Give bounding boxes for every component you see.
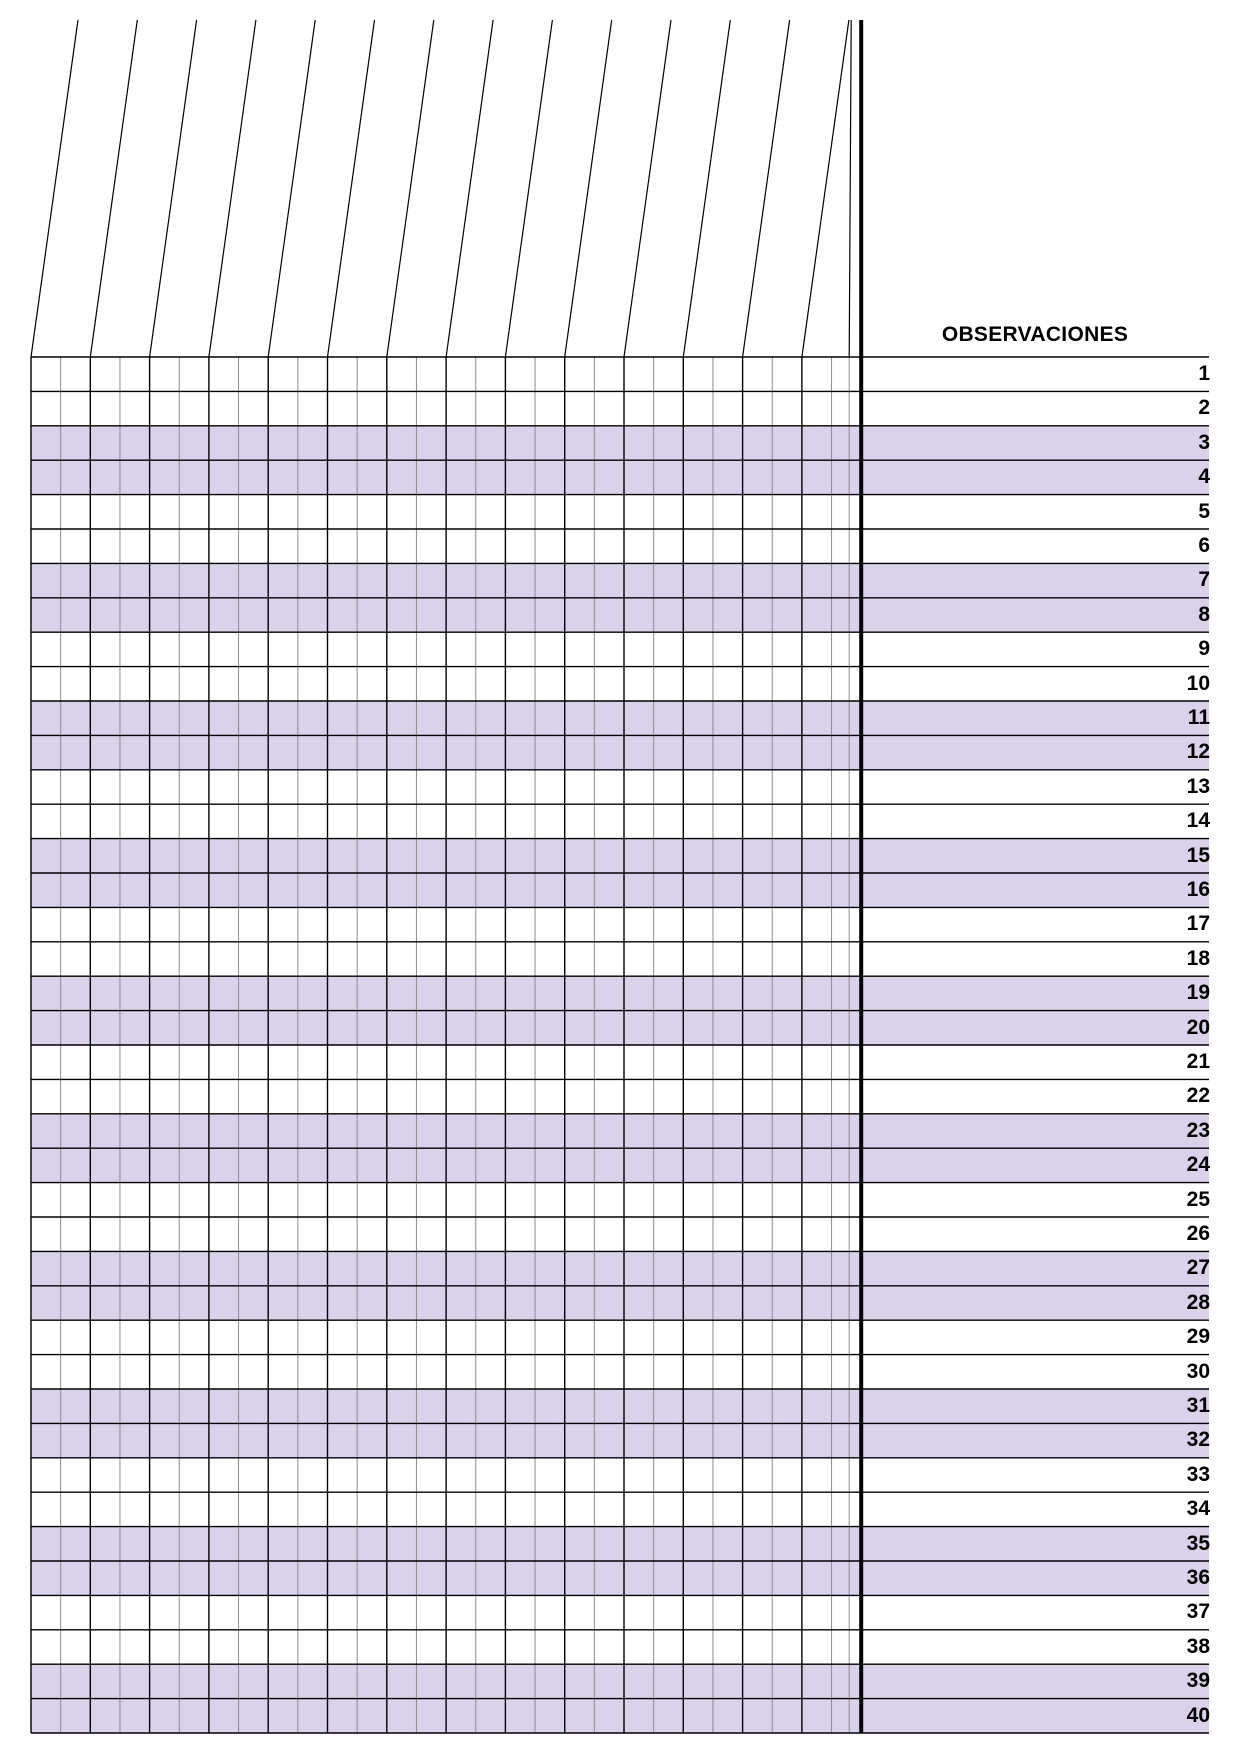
header-diagonal-line — [90, 20, 137, 357]
header-diagonal-line — [268, 20, 315, 357]
shaded-row-band — [31, 976, 1209, 1010]
row-number: 35 — [1186, 1531, 1210, 1555]
shaded-row-band — [31, 873, 1209, 907]
shaded-row-band — [31, 1114, 1209, 1148]
shaded-row-band — [31, 1011, 1209, 1045]
row-number: 40 — [1186, 1703, 1210, 1727]
shaded-row-band — [31, 1527, 1209, 1561]
row-number: 34 — [1186, 1497, 1210, 1521]
shaded-row-band — [31, 1664, 1209, 1698]
shaded-row-band — [31, 1699, 1209, 1733]
row-number: 38 — [1186, 1634, 1210, 1658]
shaded-row-band — [31, 1251, 1209, 1285]
row-number: 37 — [1186, 1600, 1210, 1624]
row-number: 14 — [1186, 809, 1210, 833]
shaded-row-band — [31, 839, 1209, 873]
row-number: 1 — [1198, 362, 1210, 385]
row-number: 15 — [1186, 843, 1210, 867]
row-number: 30 — [1186, 1359, 1210, 1383]
shaded-row-band — [31, 1286, 1209, 1320]
row-number: 19 — [1186, 981, 1210, 1005]
row-number: 27 — [1186, 1256, 1210, 1280]
header-diagonal-line — [150, 20, 197, 357]
row-number: 21 — [1186, 1050, 1210, 1073]
row-number: 17 — [1186, 912, 1210, 936]
row-number: 24 — [1186, 1153, 1210, 1177]
row-number: 2 — [1198, 396, 1210, 420]
row-number: 36 — [1186, 1566, 1210, 1589]
row-number: 11 — [1187, 706, 1210, 729]
header-diagonal-line — [505, 20, 552, 357]
row-number: 31 — [1186, 1394, 1210, 1417]
row-number: 13 — [1186, 774, 1210, 798]
header-diagonal-line — [849, 20, 851, 357]
shaded-row-band — [31, 598, 1209, 632]
row-number: 18 — [1186, 946, 1210, 970]
shaded-row-band — [31, 701, 1209, 735]
row-number: 3 — [1198, 430, 1210, 454]
row-number: 26 — [1186, 1222, 1210, 1245]
shaded-row-band — [31, 735, 1209, 769]
header-diagonal-line — [624, 20, 671, 357]
header-diagonal-line — [446, 20, 493, 357]
row-number: 8 — [1198, 602, 1210, 626]
shaded-row-band — [31, 460, 1209, 494]
shaded-row-band — [31, 1561, 1209, 1595]
row-number: 33 — [1186, 1462, 1210, 1486]
row-number: 39 — [1186, 1669, 1210, 1693]
header-diagonal-line — [565, 20, 612, 357]
header-diagonal-line — [328, 20, 375, 357]
header-diagonal-line — [683, 20, 730, 357]
observations-header: OBSERVACIONES — [941, 323, 1129, 346]
row-number: 32 — [1186, 1428, 1210, 1452]
header-diagonal-line — [802, 20, 849, 357]
header-diagonal-line — [387, 20, 434, 357]
row-number: 12 — [1186, 740, 1210, 764]
header-diagonal-line — [743, 20, 790, 357]
row-number: 23 — [1186, 1118, 1210, 1142]
row-number: 29 — [1186, 1325, 1210, 1349]
shaded-row-band — [31, 1423, 1209, 1457]
row-number: 25 — [1186, 1187, 1210, 1211]
row-number: 7 — [1198, 568, 1210, 592]
row-number: 28 — [1186, 1290, 1210, 1314]
row-number: 16 — [1186, 878, 1210, 901]
row-number: 9 — [1198, 637, 1210, 661]
shaded-row-band — [31, 426, 1209, 460]
row-number: 10 — [1186, 671, 1210, 695]
shaded-row-band — [31, 1389, 1209, 1423]
header-diagonal-line — [209, 20, 256, 357]
header-diagonal-line — [31, 20, 78, 357]
row-number: 20 — [1186, 1015, 1210, 1039]
shaded-row-band — [31, 1148, 1209, 1182]
row-number: 6 — [1198, 534, 1210, 557]
shaded-row-band — [31, 563, 1209, 597]
row-number: 22 — [1186, 1084, 1210, 1108]
row-number: 4 — [1198, 465, 1210, 489]
row-number: 5 — [1198, 499, 1210, 523]
